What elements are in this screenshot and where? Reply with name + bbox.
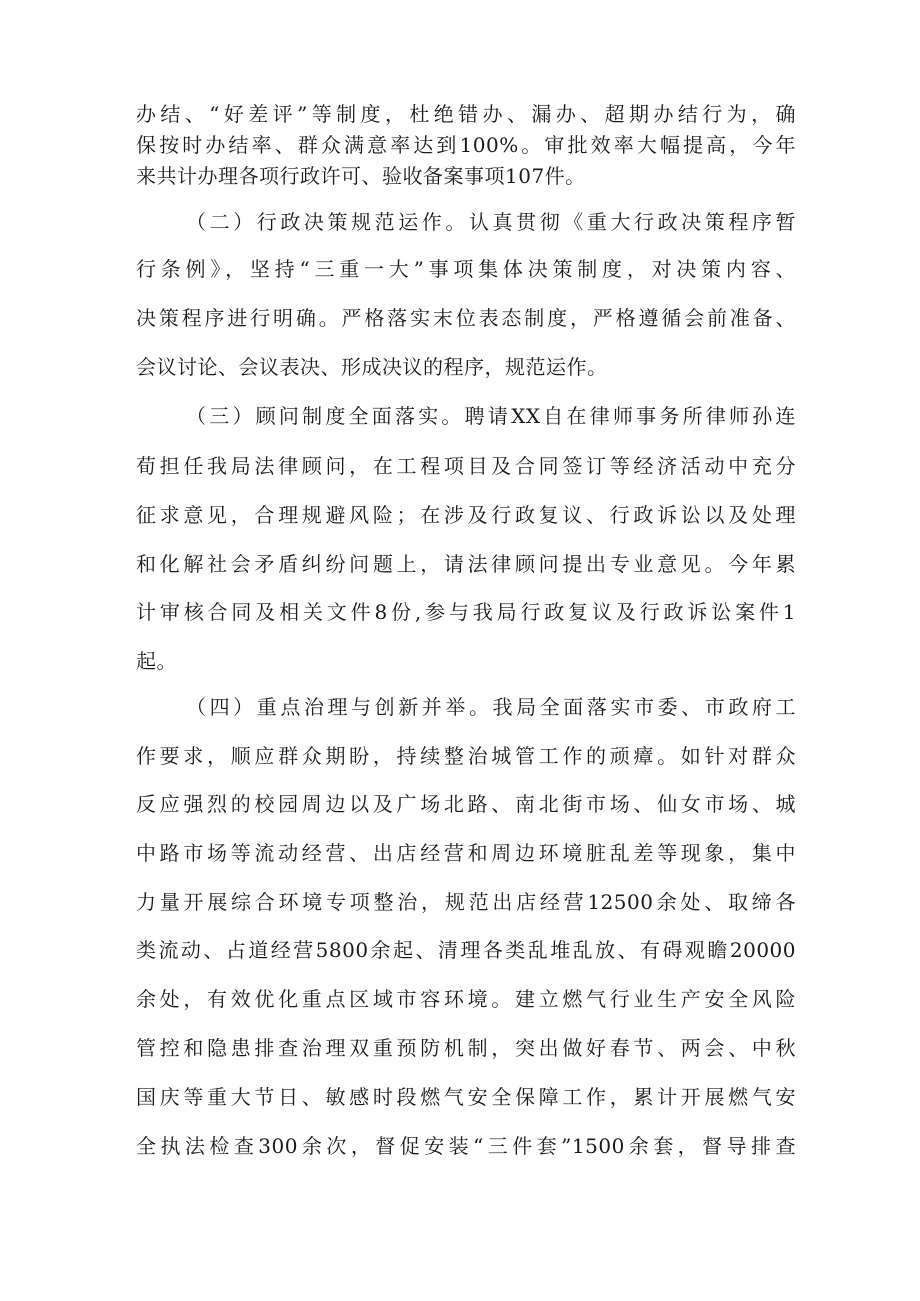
text-line: 全执法检查300余次，督促安装“三件套”1500余套，督导排查 <box>136 1134 796 1158</box>
paragraph-heading-line: （三）顾问制度全面落实。聘请XX自在律师事务所律师孙连 <box>186 404 796 428</box>
text-line: 保按时办结率、群众满意率达到100%。审批效率大幅提高，今年 <box>136 133 796 157</box>
text-line: 计审核合同及相关文件8份,参与我局行政复议及行政诉讼案件1 <box>136 600 796 624</box>
text-line: 力量开展综合环境专项整治，规范出店经营12500余处、取缔各 <box>136 890 796 914</box>
text-line: 国庆等重大节日、敏感时段燃气安全保障工作，累计开展燃气安 <box>136 1085 796 1109</box>
text-line: 会议讨论、会议表决、形成决议的程序，规范运作。 <box>136 355 608 379</box>
text-line: 余处，有效优化重点区域市容环境。建立燃气行业生产安全风险 <box>136 987 796 1011</box>
text-line: 荀担任我局法律顾问，在工程项目及合同签订等经济活动中充分 <box>136 454 796 478</box>
text-line: 中路市场等流动经营、出店经营和周边环境脏乱差等现象，集中 <box>136 841 796 865</box>
paragraph-heading-line: （二）行政决策规范运作。认真贯彻《重大行政决策程序暂 <box>186 210 796 234</box>
paragraph-heading-line: （四）重点治理与创新并举。我局全面落实市委、市政府工 <box>186 695 796 719</box>
text-line: 决策程序进行明确。严格落实末位表态制度，严格遵循会前准备、 <box>136 306 796 330</box>
text-line: 管控和隐患排查治理双重预防机制，突出做好春节、两会、中秋 <box>136 1036 796 1060</box>
text-line: 办结、“好差评”等制度，杜绝错办、漏办、超期办结行为，确 <box>136 102 796 126</box>
text-line: 反应强烈的校园周边以及广场北路、南北街市场、仙女市场、城 <box>136 792 796 816</box>
text-line: 征求意见，合理规避风险；在涉及行政复议、行政诉讼以及处理 <box>136 503 796 527</box>
text-line: 行条例》，坚持“三重一大”事项集体决策制度，对决策内容、 <box>136 257 796 281</box>
text-line: 类流动、占道经营5800余起、清理各类乱堆乱放、有碍观瞻20000 <box>136 938 796 962</box>
text-line: 和化解社会矛盾纠纷问题上，请法律顾问提出专业意见。今年累 <box>136 552 796 576</box>
text-line: 作要求，顺应群众期盼，持续整治城管工作的顽瘴。如针对群众 <box>136 744 796 768</box>
text-line: 来共计办理各项行政许可、验收备案事项107件。 <box>136 164 586 188</box>
text-line: 起。 <box>136 649 177 673</box>
